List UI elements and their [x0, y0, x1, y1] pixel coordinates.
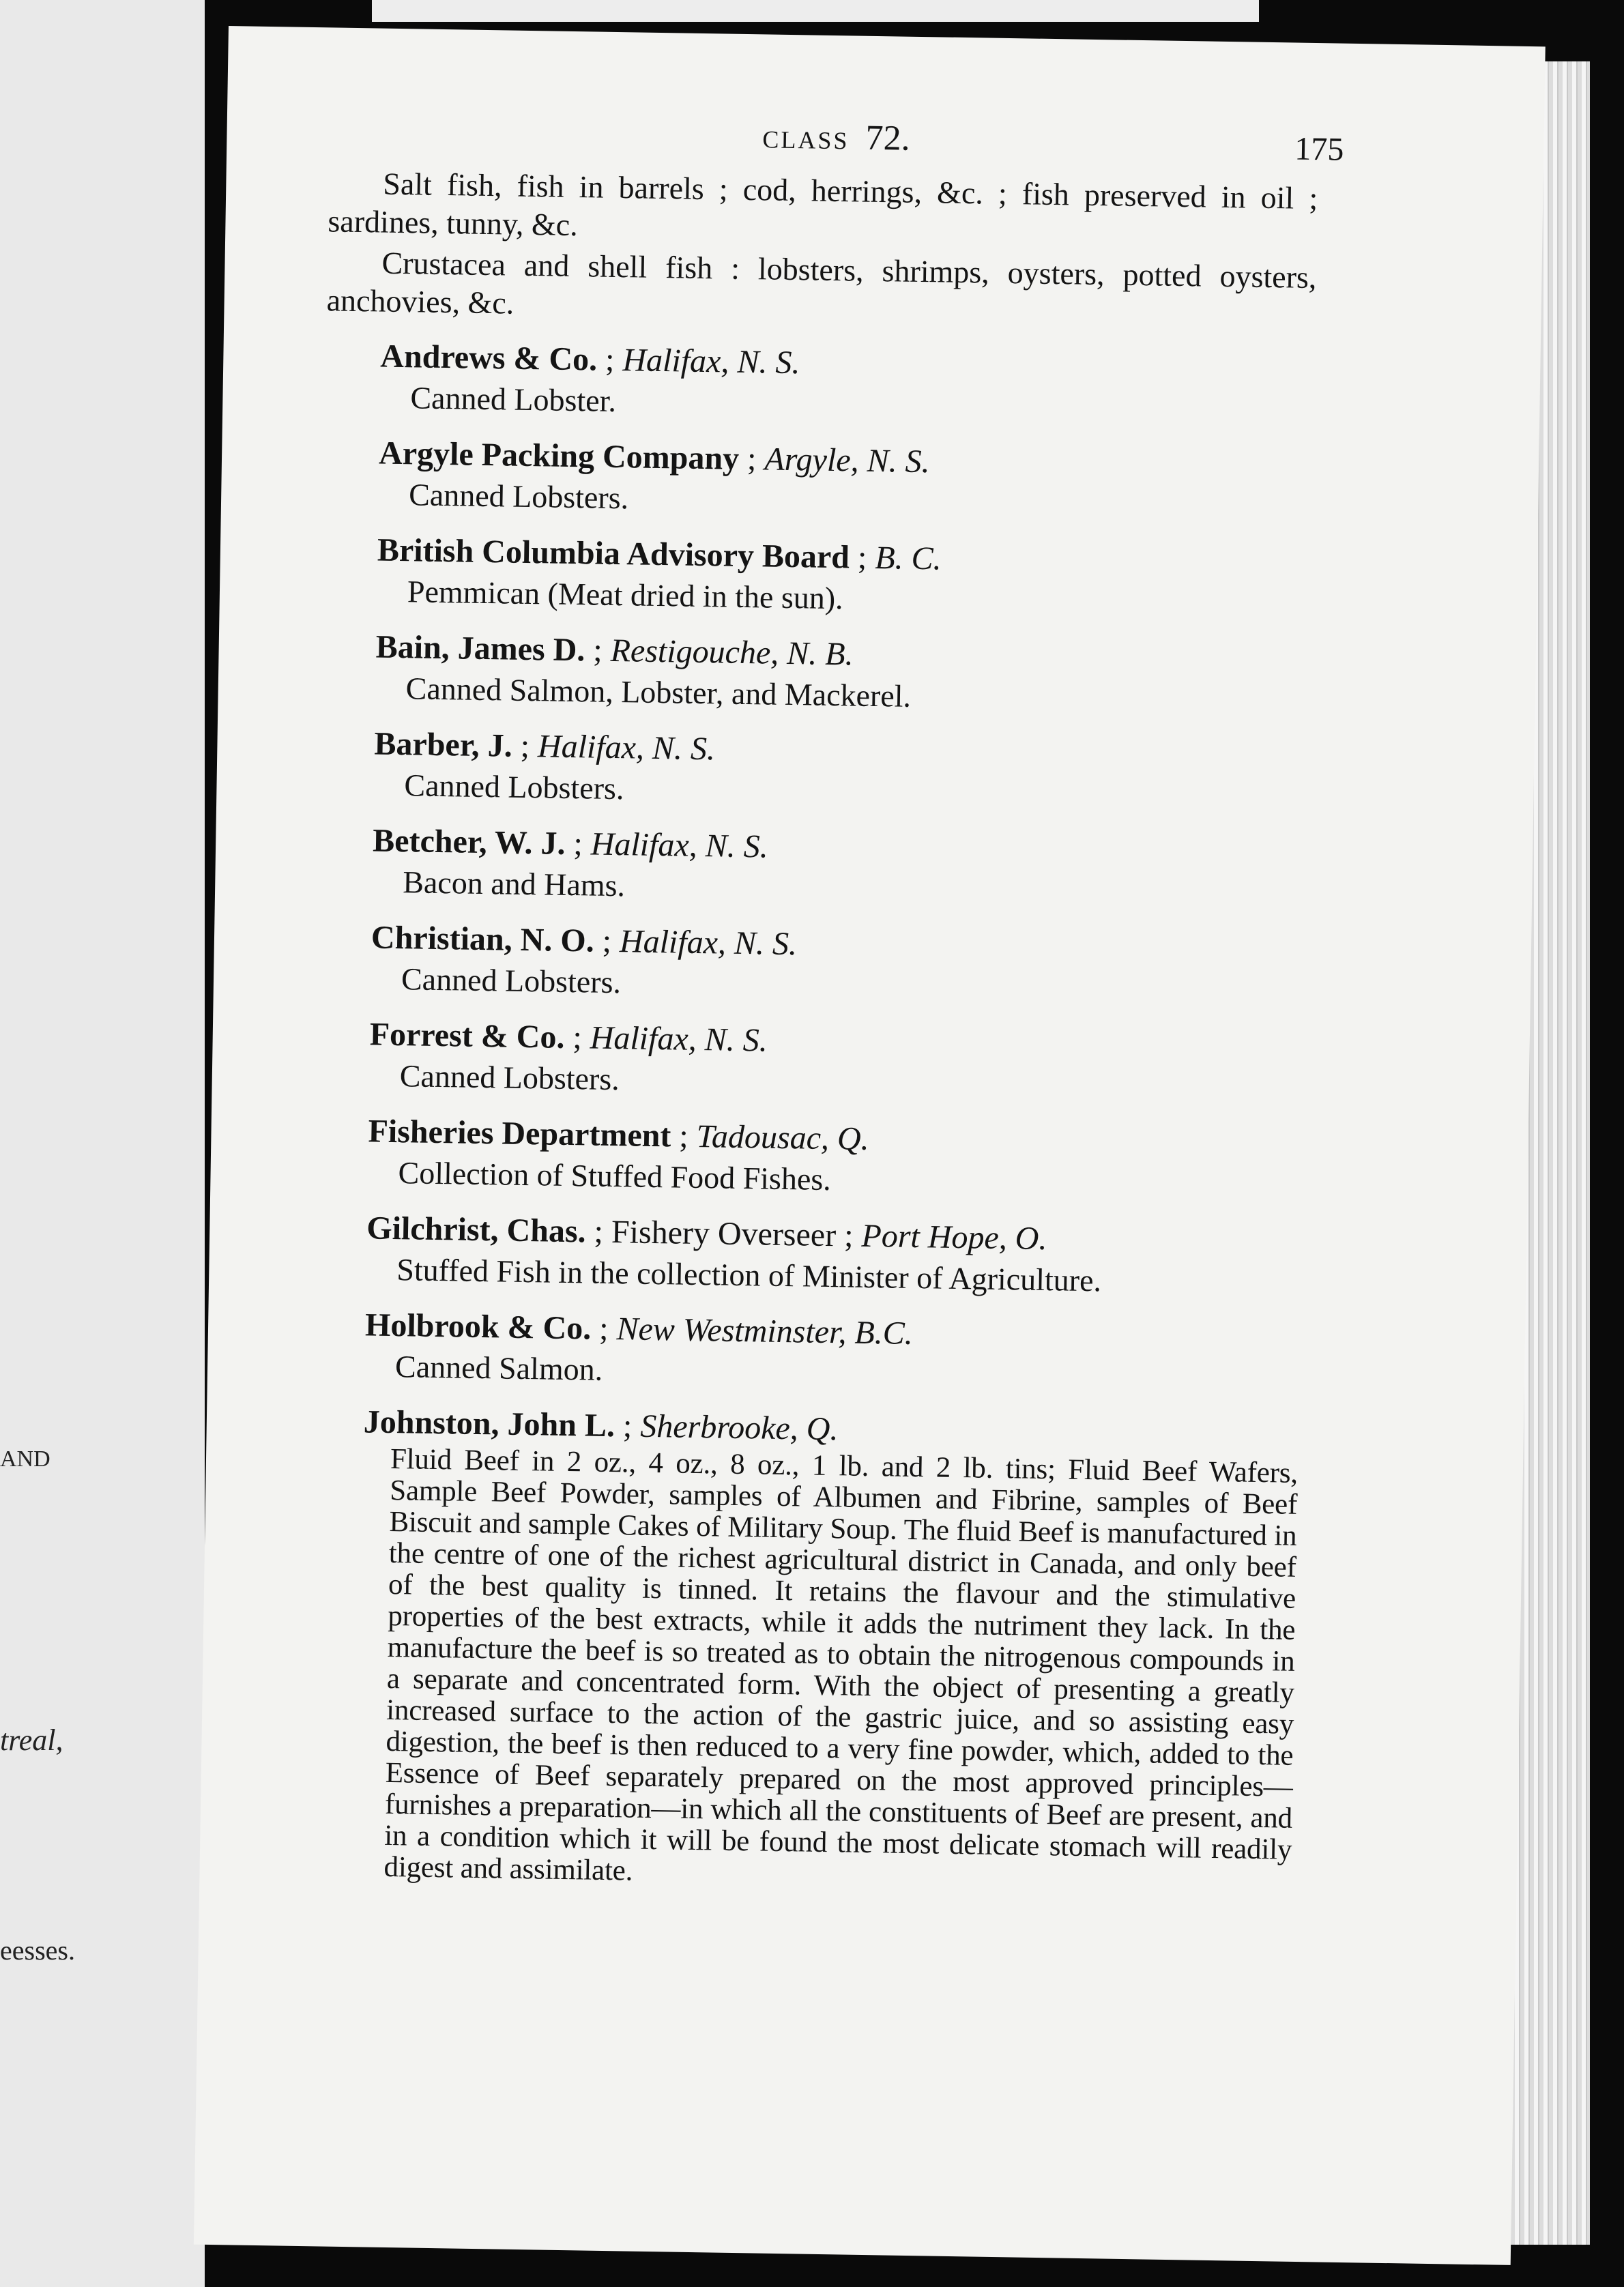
exhibit-product: Canned Lobsters. [408, 477, 629, 516]
exhibitor-separator: ; [572, 1019, 583, 1056]
exhibitor-name: Bain, James D. [375, 628, 585, 669]
exhibitor-separator: ; [605, 341, 615, 378]
exhibitor-separator: ; [622, 1408, 633, 1444]
exhibitor-separator: ; [602, 922, 612, 959]
exhibit-product: Collection of Stuffed Food Fishes. [398, 1155, 832, 1197]
exhibitor-entry [356, 1401, 1299, 1897]
exhibitor-name: Forrest & Co. [369, 1016, 565, 1055]
exhibit-product: Canned Lobsters. [401, 961, 622, 1000]
exhibitor-entry [366, 1207, 1302, 1304]
exhibit-product: Canned Salmon. [394, 1349, 603, 1387]
exhibitor-entry [373, 723, 1309, 819]
exhibitor-entry [377, 529, 1313, 626]
exhibitor-separator: ; [678, 1118, 689, 1154]
exhibitor-separator: ; [598, 1310, 609, 1347]
exhibitor-name: Christian, N. O. [371, 919, 595, 959]
exhibitor-name: Holbrook & Co. [364, 1307, 592, 1347]
exhibit-description: Fluid Beef in 2 oz., 4 oz., 8 oz., 1 lb. and 2 lb. tins; Fluid Beef Wafers, Sample Beef Powder, samples of Albumen and Fibrine, samples of Beef Biscuit and sample Cakes of Military Soup. The fluid Beef is manufactured in the centre of one of the richest agricultural district in Canada, and only beef of the best quality is tinned. It retains the flavour and the stimulative properties of the best extracts, while it adds the nutriment they lack. In the manufacture the beef is so treated as to obtain the nitrogenous compounds in a separate and concentrated form. With the object of presenting a greatly increased surface to the action of the gastric juice, and so assisting easy digestion, the beef is then reduced to a very fine powder, which, added to the Essence of Beef separately prepared on the most approved principles—furnishes a preparation—in which all the constituents of Beef are present, and in a condition which it will be found the most delicate stomach will readily digest and assimilate. [383, 1442, 1299, 1887]
exhibitor-name: Fisheries Department [368, 1113, 671, 1154]
exhibitor-place: Halifax, N. S. [537, 728, 716, 768]
exhibitor-entry [375, 626, 1311, 723]
exhibitor-place: Port Hope, O. [861, 1217, 1047, 1257]
exhibitor-place: B. C. [874, 539, 942, 577]
main-page [194, 26, 1546, 2265]
page-number: 175 [1294, 130, 1344, 168]
exhibitor-place: Argyle, N. S. [764, 441, 931, 480]
exhibitor-entry [364, 1304, 1301, 1401]
left-page-fragment: eesses. [0, 1935, 75, 1966]
exhibitor-entry [368, 1013, 1305, 1110]
exhibitor-name: Andrews & Co. [380, 338, 598, 378]
exhibitor-name: Argyle Packing Company [378, 435, 740, 477]
exhibitor-place: New Westminster, B.C. [616, 1311, 914, 1352]
exhibitor-place: Halifax, N. S. [590, 826, 769, 865]
exhibitor-separator: ; [746, 441, 757, 478]
exhibitor-name: Gilchrist, Chas. [366, 1210, 587, 1250]
left-page-fragment: AND [0, 1446, 50, 1472]
exhibitor-entry [372, 819, 1308, 916]
exhibitor-separator: ; [857, 539, 867, 576]
exhibit-product: Stuffed Fish in the collection of Minister of Agriculture. [396, 1252, 1102, 1298]
exhibit-product: Canned Lobsters. [404, 768, 624, 806]
exhibit-product: Canned Salmon, Lobster, and Mackerel. [405, 671, 912, 714]
exhibitor-place: Sherbrooke, Q. [639, 1408, 839, 1448]
left-page-fragment: treal, [0, 1723, 63, 1757]
exhibitor-place: Halifax, N. S. [590, 1019, 768, 1059]
exhibitor-place: Tadousac, Q. [696, 1118, 870, 1157]
exhibitor-place: Halifax, N. S. [622, 342, 800, 381]
exhibitor-separator: ; Fishery Overseer ; [594, 1213, 854, 1254]
intro-paragraph: Salt fish, fish in barrels ; cod, herrings, &c. ; fish preserved in oil ; sardines, tunny, &c. [328, 166, 1318, 243]
intro-paragraph: Crustacea and shell fish : lobsters, shrimps, oysters, potted oysters, anchovies, &c. [326, 245, 1317, 321]
exhibitor-separator: ; [573, 826, 583, 862]
exhibitor-name: Betcher, W. J. [372, 822, 566, 862]
exhibitor-entry [371, 916, 1307, 1013]
exhibitor-entry [378, 433, 1314, 529]
exhibitor-place: Restigouche, N. B. [610, 632, 854, 673]
exhibit-product: Canned Lobster. [410, 380, 617, 418]
running-head [762, 116, 910, 158]
top-page-sliver [372, 0, 1259, 22]
class-label: CLASS [762, 126, 850, 155]
exhibit-product: Canned Lobsters. [399, 1058, 620, 1097]
exhibit-product: Bacon and Hams. [402, 864, 626, 903]
exhibitor-separator: ; [592, 632, 603, 669]
exhibitor-name: British Columbia Advisory Board [377, 531, 850, 576]
exhibitor-name: Barber, J. [374, 725, 513, 764]
left-page [0, 0, 205, 2287]
exhibitor-entry [379, 336, 1316, 433]
exhibitor-entry [367, 1110, 1303, 1207]
exhibitor-place: Halifax, N. S. [619, 923, 798, 963]
exhibitor-separator: ; [520, 727, 530, 765]
class-intro [326, 164, 1318, 335]
class-number: 72. [865, 118, 911, 158]
exhibit-product: Pemmican (Meat dried in the sun). [407, 574, 844, 616]
page-content [302, 164, 1318, 1897]
exhibitor-name: Johnston, John L. [363, 1403, 615, 1444]
exhibitor-list [310, 334, 1316, 1401]
